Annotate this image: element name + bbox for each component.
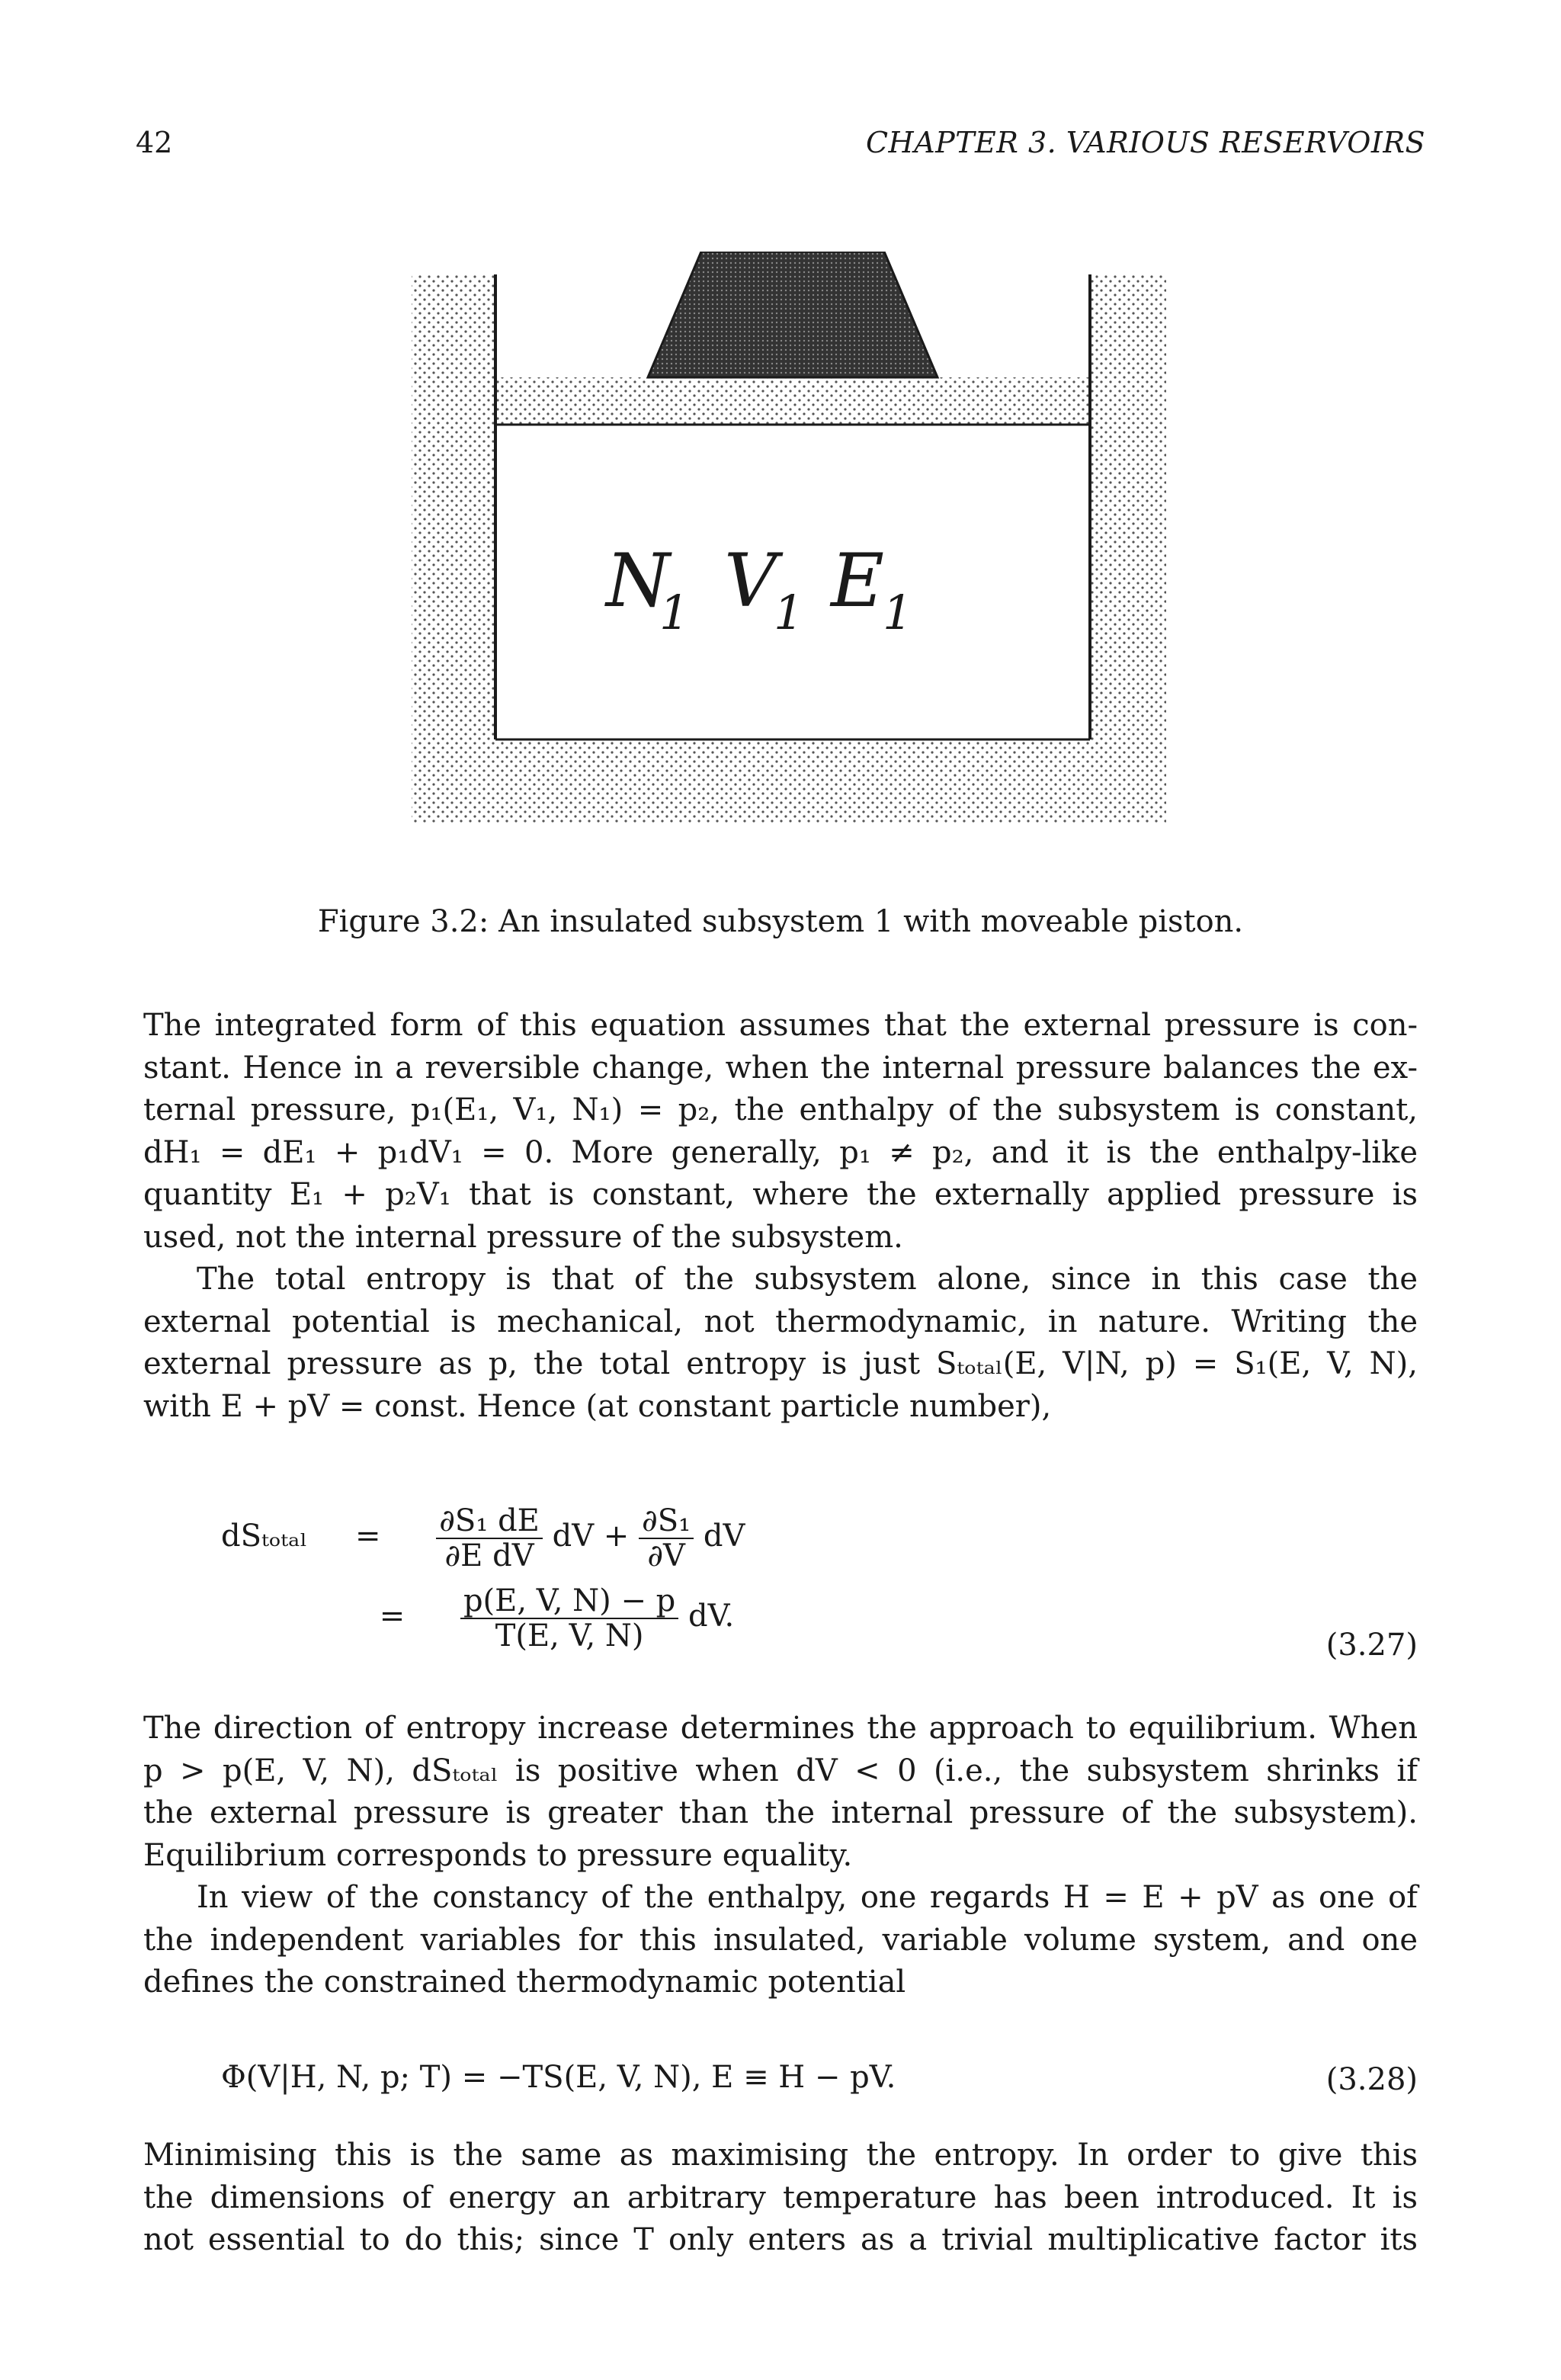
paragraph-2: The total entropy is that of the subsystem alone, since in this case the external potential is mechanical, not thermodynamic, in nature. Writing the external pressure as p, the total entropy is just Sₜₒₜₐₗ(E, V|N, p) = S₁(E, V, N), with E + pV = const. Hence (at constant particle number), bbox=[143, 1262, 1418, 1424]
equation-3-28: Φ(V|H, N, p; T) = −TS(E, V, N), E ≡ H − pV. bbox=[221, 2060, 896, 2095]
label-n: N bbox=[606, 538, 670, 624]
paragraph-3: The direction of entropy increase determines the approach to equilibrium. When p > p(E, V, N), dSₜₒₜₐₗ is positive when dV < 0 (i.e., the subsystem shrinks if the external pressure is greater than the internal pressure of the subsystem). Equilibrium corresponds to pressure equality. bbox=[143, 1711, 1418, 1873]
label-v: V bbox=[724, 538, 777, 624]
label-v-sub: 1 bbox=[774, 585, 804, 640]
bottom-insulation-wall bbox=[412, 739, 1166, 823]
piston-figure bbox=[404, 252, 1166, 831]
page-number: 42 bbox=[136, 126, 173, 159]
equation-3-28-number: (3.28) bbox=[1325, 2062, 1418, 2097]
figure-caption: Figure 3.2: An insulated subsystem 1 with moveable piston. bbox=[317, 904, 1244, 939]
paragraph-1: The integrated form of this equation assumes that the external pressure is con- stant. Hence in a reversible change, when the internal pressure balances the ex- ternal pressure, p₁(E₁, V₁, N₁) = p₂, the enthalpy of the subsystem is constant, dH₁ = dE₁ + p₁dV₁ = 0. More generally, p₁ ≠ p₂, and it is the enthalpy-like quantity E₁ + p₂V₁ that is constant, where the externally applied pressure is used, not the internal pressure of the subsystem. bbox=[143, 1008, 1418, 1255]
equation-3-27-number: (3.27) bbox=[1325, 1628, 1418, 1663]
paragraph-4: In view of the constancy of the enthalpy, one regards H = E + pV as one of the independent variables for this insulated, variable volume system, and one defines the constrained thermodynamic potential bbox=[143, 1880, 1418, 2000]
label-e-sub: 1 bbox=[883, 585, 913, 640]
equation-3-27-line-2: = $\frac{p(E, V, N) - p}{T(E, V, N)}$ dV. bbox=[379, 1583, 735, 1653]
running-head: CHAPTER 3. VARIOUS RESERVOIRS bbox=[865, 126, 1425, 159]
label-n-sub: 1 bbox=[659, 585, 690, 640]
paragraph-5: Minimising this is the same as maximising the entropy. In order to give this the dimensions of energy an arbitrary temperature has been introduced. It is not essential to do this; since T only enters as a trivial multiplicative factor its bbox=[143, 2138, 1418, 2257]
equation-3-27-line-1: dSₜₒₜₐₗ = $\frac{\text{∂S₁ dE}}{\text{∂E dV}}$ dV + $\frac{\text{∂S₁}}{\partial V}$ dV bbox=[221, 1503, 745, 1573]
piston-weight bbox=[648, 252, 938, 377]
label-e: E bbox=[831, 538, 885, 624]
piston-plate bbox=[495, 377, 1090, 425]
